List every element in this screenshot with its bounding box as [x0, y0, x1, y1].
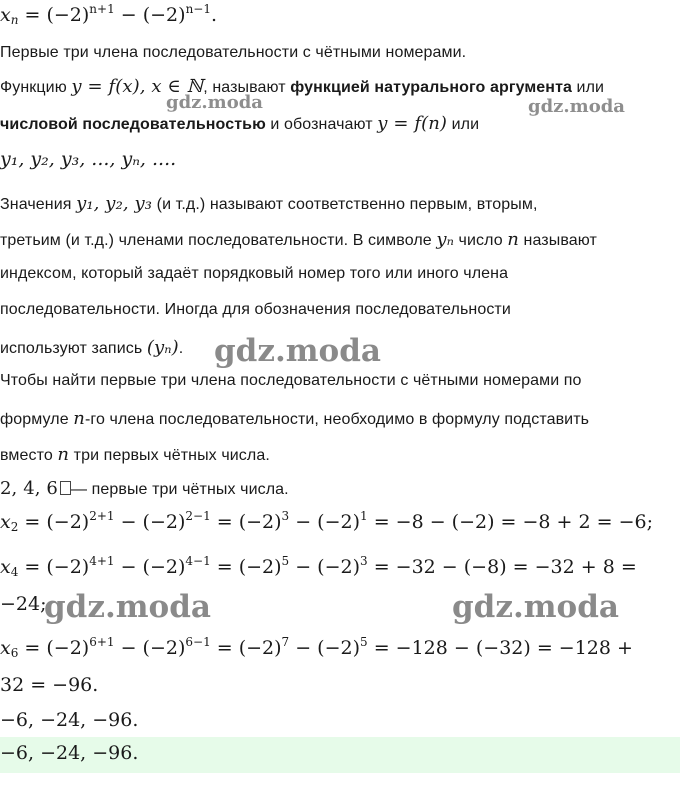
calc-x4-continued: −24;	[0, 593, 47, 615]
watermark: gdz.moda	[452, 589, 619, 625]
even-numbers-line: 2, 4, 6 — первые три чётных числа.	[0, 478, 289, 499]
theory-line-1: Значения y₁, y₂, y₃ (и т.д.) называют соответственно первым, вторым,	[0, 193, 538, 214]
result-line: −6, −24, −96.	[0, 709, 139, 731]
watermark: gdz.moda	[44, 589, 211, 625]
calc-x6-continued: 32 = −96.	[0, 674, 99, 696]
calc-x6: $x_6 = (-2)^{6+1} - (-2)^{6-1} = (-2)^7 - (-2)^5 = -128 - (-32) = -128$ +	[0, 635, 633, 660]
method-line-1: Чтобы найти первые три члена последовательности с чётными номерами по	[0, 372, 582, 389]
calc-x4: $x_4 = (-2)^{4+1} - (-2)^{4-1} = (-2)^5 - (-2)^3 = -32 - (-8) = -32 + 8$ =	[0, 554, 637, 579]
task-statement: Первые три члена последовательности с чётными номерами.	[0, 44, 467, 61]
watermark: gdz.moda	[166, 92, 263, 113]
theory-line-5: используют запись (yₙ).	[0, 337, 184, 358]
calc-x2: $x_2 = (-2)^{2+1} - (-2)^{2-1} = (-2)^3 - (-2)^1 = -8 - (-2) = -8 + 2 = -6$;	[0, 509, 654, 534]
answer-text: −6, −24, −96.	[0, 742, 139, 764]
method-line-3: вместо n три первых чётных числа.	[0, 444, 270, 465]
watermark: gdz.moda	[528, 96, 625, 117]
watermark: gdz.moda	[214, 333, 381, 369]
general-formula: $x_n = (-2)^{n+1} - (-2)^{n-1}$.	[0, 2, 218, 27]
definition-line-2: числовой последовательностью и обозначают y = f(n) или	[0, 113, 480, 134]
theory-line-2: третьим (и т.д.) членами последовательности. В символе yₙ число n называют	[0, 229, 597, 250]
theory-line-3: индексом, который задаёт порядковый номер того или иного члена	[0, 265, 509, 282]
sequence-list: y₁, y₂, y₃, ..., yₙ, ....	[0, 148, 177, 170]
missing-glyph-icon	[60, 481, 71, 495]
theory-line-4: последовательности. Иногда для обозначения последовательности	[0, 301, 511, 318]
definition-line-1: Функцию y = f(x), x ∈ ℕ, называют функцией натурального аргумента или	[0, 76, 605, 97]
answer-box	[0, 737, 680, 773]
method-line-2: формуле n-го члена последовательности, необходимо в формулу подставить	[0, 408, 590, 429]
